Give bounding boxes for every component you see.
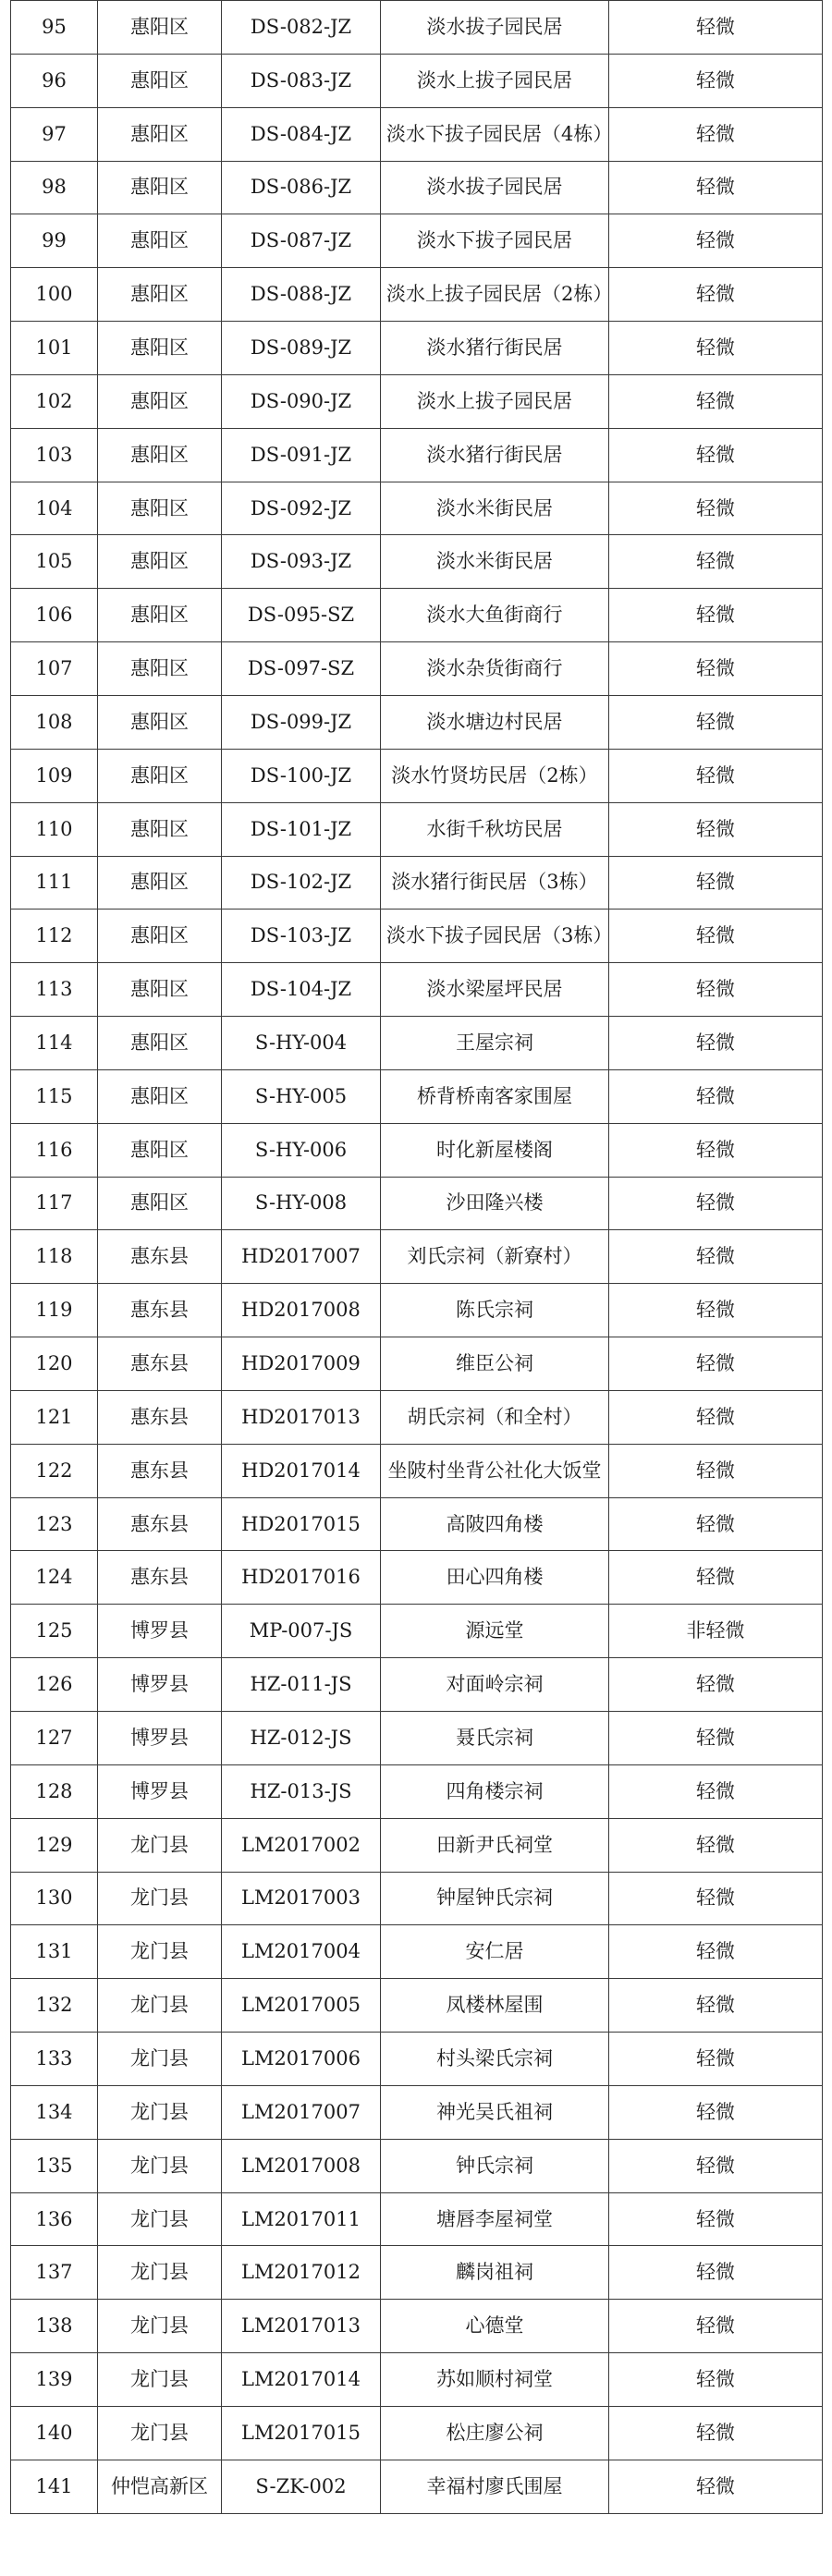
district-cell: 惠阳区 — [98, 910, 222, 963]
row-number: 115 — [11, 1069, 98, 1123]
row-number: 140 — [11, 2406, 98, 2460]
table-row — [11, 1712, 823, 1765]
table-row — [11, 161, 823, 214]
building-name-cell: 源远堂 — [381, 1605, 609, 1658]
table-row — [11, 1444, 823, 1497]
code-cell: LM2017012 — [222, 2246, 381, 2300]
code-cell: DS-103-JZ — [222, 910, 381, 963]
row-number: 136 — [11, 2192, 98, 2246]
damage-level-cell: 轻微 — [609, 322, 823, 375]
damage-level-cell: 轻微 — [609, 161, 823, 214]
district-cell: 博罗县 — [98, 1658, 222, 1712]
code-cell: HD2017008 — [222, 1284, 381, 1337]
table-row — [11, 1069, 823, 1123]
building-name-cell: 高陂四角楼 — [381, 1497, 609, 1551]
code-cell: HD2017009 — [222, 1337, 381, 1391]
district-cell: 惠阳区 — [98, 1069, 222, 1123]
code-cell: LM2017006 — [222, 2033, 381, 2086]
district-cell: 博罗县 — [98, 1605, 222, 1658]
damage-level-cell: 轻微 — [609, 1658, 823, 1712]
row-number: 134 — [11, 2085, 98, 2139]
district-cell: 惠阳区 — [98, 642, 222, 696]
building-name-cell: 淡水猪行街民居 — [381, 428, 609, 482]
code-cell: DS-082-JZ — [222, 1, 381, 55]
damage-level-cell: 轻微 — [609, 1444, 823, 1497]
damage-level-cell: 轻微 — [609, 1872, 823, 1925]
row-number: 99 — [11, 214, 98, 268]
district-cell: 惠东县 — [98, 1551, 222, 1605]
damage-level-cell: 轻微 — [609, 54, 823, 107]
building-name-cell: 坐陂村坐背公社化大饭堂 — [381, 1444, 609, 1497]
damage-level-cell: 轻微 — [609, 1177, 823, 1230]
code-cell: LM2017011 — [222, 2192, 381, 2246]
table-row — [11, 268, 823, 322]
district-cell: 惠阳区 — [98, 54, 222, 107]
building-name-cell: 时化新屋楼阁 — [381, 1123, 609, 1177]
damage-level-cell: 轻微 — [609, 856, 823, 910]
table-row — [11, 2033, 823, 2086]
table-row — [11, 910, 823, 963]
building-name-cell: 淡水下拔子园民居 — [381, 214, 609, 268]
district-cell: 龙门县 — [98, 2246, 222, 2300]
table-row — [11, 374, 823, 428]
table-row — [11, 1551, 823, 1605]
building-name-cell: 淡水大鱼街商行 — [381, 589, 609, 642]
building-name-cell: 淡水米街民居 — [381, 535, 609, 589]
district-cell: 惠阳区 — [98, 749, 222, 802]
code-cell: DS-095-SZ — [222, 589, 381, 642]
building-name-cell: 田新尹氏祠堂 — [381, 1818, 609, 1872]
table-row — [11, 1177, 823, 1230]
code-cell: S-ZK-002 — [222, 2460, 381, 2513]
code-cell: DS-087-JZ — [222, 214, 381, 268]
damage-level-cell: 轻微 — [609, 107, 823, 161]
table-row — [11, 1979, 823, 2033]
table-body — [11, 1, 823, 2514]
district-cell: 龙门县 — [98, 2406, 222, 2460]
building-name-cell: 淡水下拔子园民居（4栋） — [381, 107, 609, 161]
code-cell: DS-091-JZ — [222, 428, 381, 482]
building-name-cell: 对面岭宗祠 — [381, 1658, 609, 1712]
row-number: 113 — [11, 963, 98, 1017]
building-name-cell: 四角楼宗祠 — [381, 1764, 609, 1818]
building-name-cell: 淡水猪行街民居（3栋） — [381, 856, 609, 910]
row-number: 96 — [11, 54, 98, 107]
row-number: 104 — [11, 482, 98, 535]
damage-level-cell: 轻微 — [609, 1069, 823, 1123]
code-cell: S-HY-004 — [222, 1017, 381, 1070]
code-cell: DS-104-JZ — [222, 963, 381, 1017]
heritage-table — [10, 0, 823, 2514]
table-row — [11, 2300, 823, 2353]
row-number: 114 — [11, 1017, 98, 1070]
building-name-cell: 淡水猪行街民居 — [381, 322, 609, 375]
code-cell: DS-101-JZ — [222, 802, 381, 856]
table-row — [11, 2406, 823, 2460]
row-number: 132 — [11, 1979, 98, 2033]
building-name-cell: 刘氏宗祠（新寮村） — [381, 1230, 609, 1284]
code-cell: DS-083-JZ — [222, 54, 381, 107]
row-number: 117 — [11, 1177, 98, 1230]
table-row — [11, 1123, 823, 1177]
building-name-cell: 淡水上拔子园民居 — [381, 374, 609, 428]
row-number: 110 — [11, 802, 98, 856]
table-row — [11, 2246, 823, 2300]
damage-level-cell: 轻微 — [609, 1, 823, 55]
table-row — [11, 535, 823, 589]
damage-level-cell: 轻微 — [609, 2300, 823, 2353]
table-row — [11, 1497, 823, 1551]
row-number: 123 — [11, 1497, 98, 1551]
district-cell: 惠阳区 — [98, 374, 222, 428]
table-row — [11, 2460, 823, 2513]
damage-level-cell: 轻微 — [609, 1925, 823, 1979]
damage-level-cell: 轻微 — [609, 1017, 823, 1070]
table-row — [11, 1, 823, 55]
damage-level-cell: 轻微 — [609, 2139, 823, 2192]
damage-level-cell: 轻微 — [609, 268, 823, 322]
building-name-cell: 心德堂 — [381, 2300, 609, 2353]
table-row — [11, 1925, 823, 1979]
row-number: 112 — [11, 910, 98, 963]
district-cell: 惠阳区 — [98, 535, 222, 589]
code-cell: LM2017015 — [222, 2406, 381, 2460]
building-name-cell: 神光吴氏祖祠 — [381, 2085, 609, 2139]
row-number: 106 — [11, 589, 98, 642]
damage-level-cell: 轻微 — [609, 695, 823, 749]
damage-level-cell: 轻微 — [609, 2406, 823, 2460]
district-cell: 惠阳区 — [98, 1177, 222, 1230]
code-cell: LM2017004 — [222, 1925, 381, 1979]
district-cell: 惠阳区 — [98, 856, 222, 910]
damage-level-cell: 轻微 — [609, 2246, 823, 2300]
code-cell: HD2017016 — [222, 1551, 381, 1605]
table-row — [11, 107, 823, 161]
table-row — [11, 2139, 823, 2192]
row-number: 138 — [11, 2300, 98, 2353]
district-cell: 惠东县 — [98, 1444, 222, 1497]
district-cell: 惠阳区 — [98, 107, 222, 161]
district-cell: 惠阳区 — [98, 802, 222, 856]
table-row — [11, 1284, 823, 1337]
district-cell: 龙门县 — [98, 1925, 222, 1979]
table-row — [11, 1764, 823, 1818]
row-number: 97 — [11, 107, 98, 161]
code-cell: LM2017002 — [222, 1818, 381, 1872]
damage-level-cell: 轻微 — [609, 963, 823, 1017]
damage-level-cell: 轻微 — [609, 428, 823, 482]
district-cell: 惠阳区 — [98, 695, 222, 749]
code-cell: LM2017007 — [222, 2085, 381, 2139]
row-number: 131 — [11, 1925, 98, 1979]
row-number: 133 — [11, 2033, 98, 2086]
table-row — [11, 963, 823, 1017]
damage-level-cell: 轻微 — [609, 642, 823, 696]
row-number: 125 — [11, 1605, 98, 1658]
building-name-cell: 苏如顺村祠堂 — [381, 2353, 609, 2407]
row-number: 127 — [11, 1712, 98, 1765]
district-cell: 龙门县 — [98, 1979, 222, 2033]
row-number: 95 — [11, 1, 98, 55]
damage-level-cell: 轻微 — [609, 1390, 823, 1444]
building-name-cell: 淡水拔子园民居 — [381, 1, 609, 55]
row-number: 126 — [11, 1658, 98, 1712]
building-name-cell: 桥背桥南客家围屋 — [381, 1069, 609, 1123]
code-cell: DS-090-JZ — [222, 374, 381, 428]
district-cell: 博罗县 — [98, 1712, 222, 1765]
damage-level-cell: 轻微 — [609, 482, 823, 535]
damage-level-cell: 轻微 — [609, 2353, 823, 2407]
district-cell: 惠阳区 — [98, 589, 222, 642]
building-name-cell: 松庄廖公祠 — [381, 2406, 609, 2460]
damage-level-cell: 轻微 — [609, 910, 823, 963]
building-name-cell: 淡水拔子园民居 — [381, 161, 609, 214]
building-name-cell: 水街千秋坊民居 — [381, 802, 609, 856]
damage-level-cell: 轻微 — [609, 1764, 823, 1818]
building-name-cell: 淡水梁屋坪民居 — [381, 963, 609, 1017]
row-number: 102 — [11, 374, 98, 428]
district-cell: 惠阳区 — [98, 963, 222, 1017]
building-name-cell: 聂氏宗祠 — [381, 1712, 609, 1765]
table-row — [11, 1605, 823, 1658]
building-name-cell: 淡水米街民居 — [381, 482, 609, 535]
row-number: 141 — [11, 2460, 98, 2513]
table-row — [11, 2353, 823, 2407]
row-number: 122 — [11, 1444, 98, 1497]
code-cell: LM2017013 — [222, 2300, 381, 2353]
damage-level-cell: 轻微 — [609, 1497, 823, 1551]
damage-level-cell: 轻微 — [609, 2085, 823, 2139]
building-name-cell: 塘唇李屋祠堂 — [381, 2192, 609, 2246]
building-name-cell: 淡水上拔子园民居 — [381, 54, 609, 107]
building-name-cell: 钟氏宗祠 — [381, 2139, 609, 2192]
table-row — [11, 1017, 823, 1070]
row-number: 120 — [11, 1337, 98, 1391]
district-cell: 惠东县 — [98, 1337, 222, 1391]
damage-level-cell: 轻微 — [609, 1230, 823, 1284]
district-cell: 惠阳区 — [98, 214, 222, 268]
code-cell: S-HY-005 — [222, 1069, 381, 1123]
code-cell: DS-092-JZ — [222, 482, 381, 535]
damage-level-cell: 轻微 — [609, 2192, 823, 2246]
table-row — [11, 482, 823, 535]
building-name-cell: 淡水杂货街商行 — [381, 642, 609, 696]
damage-level-cell: 轻微 — [609, 1818, 823, 1872]
district-cell: 仲恺高新区 — [98, 2460, 222, 2513]
damage-level-cell: 轻微 — [609, 1284, 823, 1337]
table-row — [11, 214, 823, 268]
building-name-cell: 淡水竹贤坊民居（2栋） — [381, 749, 609, 802]
district-cell: 龙门县 — [98, 2139, 222, 2192]
district-cell: 惠东县 — [98, 1230, 222, 1284]
building-name-cell: 淡水上拔子园民居（2栋） — [381, 268, 609, 322]
building-name-cell: 淡水下拔子园民居（3栋） — [381, 910, 609, 963]
district-cell: 惠阳区 — [98, 161, 222, 214]
table-row — [11, 749, 823, 802]
damage-level-cell: 轻微 — [609, 1551, 823, 1605]
row-number: 111 — [11, 856, 98, 910]
code-cell: HZ-011-JS — [222, 1658, 381, 1712]
district-cell: 惠阳区 — [98, 1123, 222, 1177]
code-cell: DS-102-JZ — [222, 856, 381, 910]
table-row — [11, 322, 823, 375]
table-row — [11, 1872, 823, 1925]
row-number: 119 — [11, 1284, 98, 1337]
code-cell: DS-093-JZ — [222, 535, 381, 589]
district-cell: 惠阳区 — [98, 482, 222, 535]
code-cell: HZ-013-JS — [222, 1764, 381, 1818]
row-number: 118 — [11, 1230, 98, 1284]
row-number: 100 — [11, 268, 98, 322]
building-name-cell: 麟岗祖祠 — [381, 2246, 609, 2300]
district-cell: 龙门县 — [98, 2353, 222, 2407]
row-number: 128 — [11, 1764, 98, 1818]
table-row — [11, 1230, 823, 1284]
row-number: 103 — [11, 428, 98, 482]
district-cell: 惠东县 — [98, 1390, 222, 1444]
district-cell: 龙门县 — [98, 2033, 222, 2086]
building-name-cell: 沙田隆兴楼 — [381, 1177, 609, 1230]
district-cell: 龙门县 — [98, 2300, 222, 2353]
district-cell: 惠东县 — [98, 1284, 222, 1337]
row-number: 98 — [11, 161, 98, 214]
district-cell: 惠阳区 — [98, 322, 222, 375]
row-number: 109 — [11, 749, 98, 802]
building-name-cell: 陈氏宗祠 — [381, 1284, 609, 1337]
building-name-cell: 维臣公祠 — [381, 1337, 609, 1391]
row-number: 137 — [11, 2246, 98, 2300]
row-number: 135 — [11, 2139, 98, 2192]
damage-level-cell: 轻微 — [609, 802, 823, 856]
code-cell: DS-089-JZ — [222, 322, 381, 375]
table-row — [11, 1390, 823, 1444]
building-name-cell: 王屋宗祠 — [381, 1017, 609, 1070]
row-number: 107 — [11, 642, 98, 696]
damage-level-cell: 轻微 — [609, 1123, 823, 1177]
table-row — [11, 2192, 823, 2246]
code-cell: S-HY-008 — [222, 1177, 381, 1230]
district-cell: 龙门县 — [98, 2192, 222, 2246]
table-row — [11, 695, 823, 749]
code-cell: LM2017014 — [222, 2353, 381, 2407]
row-number: 130 — [11, 1872, 98, 1925]
district-cell: 惠阳区 — [98, 268, 222, 322]
table-row — [11, 428, 823, 482]
district-cell: 惠阳区 — [98, 1, 222, 55]
row-number: 101 — [11, 322, 98, 375]
code-cell: S-HY-006 — [222, 1123, 381, 1177]
table-row — [11, 589, 823, 642]
code-cell: HD2017015 — [222, 1497, 381, 1551]
damage-level-cell: 轻微 — [609, 374, 823, 428]
code-cell: LM2017005 — [222, 1979, 381, 2033]
code-cell: DS-086-JZ — [222, 161, 381, 214]
damage-level-cell: 轻微 — [609, 749, 823, 802]
damage-level-cell: 轻微 — [609, 1712, 823, 1765]
building-name-cell: 田心四角楼 — [381, 1551, 609, 1605]
code-cell: LM2017003 — [222, 1872, 381, 1925]
damage-level-cell: 轻微 — [609, 1337, 823, 1391]
building-name-cell: 钟屋钟氏宗祠 — [381, 1872, 609, 1925]
row-number: 116 — [11, 1123, 98, 1177]
damage-level-cell: 非轻微 — [609, 1605, 823, 1658]
code-cell: DS-097-SZ — [222, 642, 381, 696]
code-cell: DS-100-JZ — [222, 749, 381, 802]
row-number: 108 — [11, 695, 98, 749]
table-row — [11, 802, 823, 856]
district-cell: 惠阳区 — [98, 428, 222, 482]
code-cell: LM2017008 — [222, 2139, 381, 2192]
building-name-cell: 淡水塘边村民居 — [381, 695, 609, 749]
row-number: 105 — [11, 535, 98, 589]
district-cell: 龙门县 — [98, 1872, 222, 1925]
table-row — [11, 2085, 823, 2139]
building-name-cell: 凤楼林屋围 — [381, 1979, 609, 2033]
damage-level-cell: 轻微 — [609, 214, 823, 268]
district-cell: 龙门县 — [98, 2085, 222, 2139]
code-cell: MP-007-JS — [222, 1605, 381, 1658]
code-cell: HD2017014 — [222, 1444, 381, 1497]
row-number: 124 — [11, 1551, 98, 1605]
district-cell: 惠阳区 — [98, 1017, 222, 1070]
table-row — [11, 1337, 823, 1391]
code-cell: HZ-012-JS — [222, 1712, 381, 1765]
district-cell: 龙门县 — [98, 1818, 222, 1872]
damage-level-cell: 轻微 — [609, 1979, 823, 2033]
district-cell: 惠东县 — [98, 1497, 222, 1551]
row-number: 139 — [11, 2353, 98, 2407]
damage-level-cell: 轻微 — [609, 589, 823, 642]
table-row — [11, 1818, 823, 1872]
table-row — [11, 642, 823, 696]
building-name-cell: 幸福村廖氏围屋 — [381, 2460, 609, 2513]
table-row — [11, 1658, 823, 1712]
code-cell: DS-084-JZ — [222, 107, 381, 161]
district-cell: 博罗县 — [98, 1764, 222, 1818]
building-name-cell: 村头梁氏宗祠 — [381, 2033, 609, 2086]
code-cell: HD2017013 — [222, 1390, 381, 1444]
code-cell: HD2017007 — [222, 1230, 381, 1284]
building-name-cell: 安仁居 — [381, 1925, 609, 1979]
row-number: 129 — [11, 1818, 98, 1872]
building-name-cell: 胡氏宗祠（和全村） — [381, 1390, 609, 1444]
row-number: 121 — [11, 1390, 98, 1444]
damage-level-cell: 轻微 — [609, 2033, 823, 2086]
code-cell: DS-099-JZ — [222, 695, 381, 749]
table-row — [11, 856, 823, 910]
table-row — [11, 54, 823, 107]
damage-level-cell: 轻微 — [609, 2460, 823, 2513]
code-cell: DS-088-JZ — [222, 268, 381, 322]
damage-level-cell: 轻微 — [609, 535, 823, 589]
